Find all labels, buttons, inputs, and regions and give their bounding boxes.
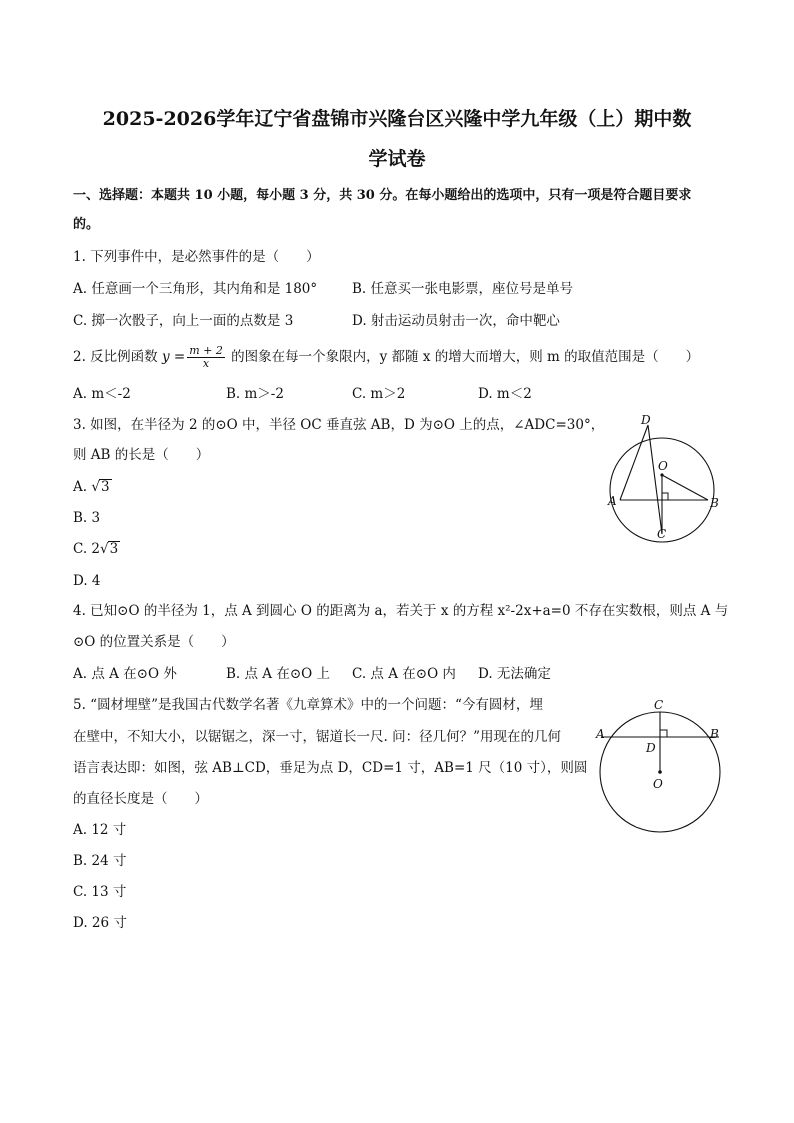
q2-frac-num: m + 2 [189, 344, 223, 357]
q3-option-c [73, 539, 120, 559]
q5-center-dot [658, 770, 662, 774]
q2-stem-pre: 2. 反比例函数 [73, 349, 162, 365]
section-header-line1: 一、选择题：本题共 10 小题，每小题 3 分，共 30 分。在每小题给出的选项中，只有一项是符合题目要求 [73, 188, 692, 203]
q3-label-b: B [710, 496, 719, 510]
q2-fraction [187, 345, 225, 370]
q3-right-angle-mark [662, 493, 668, 500]
q5-label-a: A [596, 727, 605, 741]
q5-option-d: D. 26 寸 [73, 915, 127, 931]
q3-option-c-radicand: 3 [109, 541, 119, 557]
q3-segment-da [620, 425, 648, 500]
q5-option-c: C. 13 寸 [73, 884, 127, 900]
exam-title-line1: 2025-2026学年辽宁省盘锦市兴隆台区兴隆中学九年级（上）期中数 [102, 108, 692, 130]
q5-option-a: A. 12 寸 [73, 822, 127, 838]
q2-stem-post: 的图象在每一个象限内，y 都随 x 的增大而增大，则 m 的取值范围是（ ） [226, 349, 700, 365]
q3-option-a-prefix: A. [73, 479, 92, 495]
q5-label-b: B [710, 727, 719, 741]
q5-label-c: C [654, 698, 664, 712]
q3-label-o: O [658, 459, 668, 473]
q3-option-d: D. 4 [73, 573, 101, 589]
q4-option-b: B. 点 A 在⊙O 上 [226, 666, 331, 682]
q5-option-b: B. 24 寸 [73, 853, 127, 869]
q3-stem-line2: 则 AB 的长是（ ） [73, 447, 210, 463]
q3-center-dot [660, 473, 663, 476]
q4-option-c: C. 点 A 在⊙O 内 [352, 666, 456, 682]
q4-option-a: A. 点 A 在⊙O 外 [73, 666, 177, 682]
q4-option-d: D. 无法确定 [478, 666, 551, 682]
q5-label-d: D [646, 741, 656, 755]
q1-option-d: D. 射击运动员射击一次，命中靶心 [352, 313, 560, 329]
q2-frac-den: x [202, 357, 210, 370]
q4-stem-line2: ⊙O 的位置关系是（ ） [73, 634, 235, 650]
q3-option-b: B. 3 [73, 510, 101, 526]
q1-option-a: A. 任意画一个三角形，其内角和是 180° [73, 281, 318, 297]
q5-stem-line4: 的直径长度是（ ） [73, 791, 208, 807]
q2-option-b: B. m＞-2 [226, 386, 284, 402]
q3-option-c-prefix: C. 2 [73, 541, 101, 557]
sqrt-sign: √ [91, 479, 100, 495]
q3-label-d: D [641, 413, 651, 427]
q2-stem [73, 345, 699, 370]
q3-circle-figure [598, 410, 733, 545]
q5-label-o: O [653, 777, 663, 791]
q5-stem-line3: 语言表达即：如图，弦 AB⊥CD，垂足为点 D，CD=1 寸，AB=1 尺（10 寸），则圆 [73, 760, 588, 776]
q2-fn-lhs: y = [161, 349, 186, 365]
q5-stem-line1: 5. “圆材埋壁”是我国古代数学名著《九章算术》中的一个问题：“今有圆材，埋 [73, 697, 543, 713]
q4-stem-line1: 4. 已知⊙O 的半径为 1，点 A 到圆心 O 的距离为 a，若关于 x 的方程 x²-2x+a=0 不存在实数根，则点 A 与 [73, 603, 729, 619]
q3-stem-line1: 3. 如图，在半径为 2 的⊙O 中，半径 OC 垂直弦 AB，D 为⊙O 上的点，∠ADC=30°， [73, 417, 605, 433]
q5-right-angle-mark [660, 730, 667, 737]
q5-stem-line2: 在壁中，不知大小，以锯锯之，深一寸，锯道长一尺. 问：径几何？”用现在的几何 [73, 729, 561, 745]
section-header-line2: 的。 [73, 217, 100, 232]
q2-option-c: C. m＞2 [352, 386, 406, 402]
q1-option-b: B. 任意买一张电影票，座位号是单号 [352, 281, 574, 297]
q2-option-d: D. m＜2 [478, 386, 532, 402]
q3-label-a: A [608, 494, 617, 508]
q3-segment-dc [648, 425, 662, 534]
q1-option-c: C. 掷一次骰子，向上一面的点数是 3 [73, 313, 294, 329]
q3-segment-ob [662, 475, 708, 500]
q1-stem: 1. 下列事件中，是必然事件的是（ ） [73, 249, 320, 265]
exam-title-line2: 学试卷 [368, 148, 426, 170]
q2-option-a: A. m＜-2 [73, 386, 131, 402]
q3-option-a [73, 477, 112, 497]
sqrt-sign: √ [100, 541, 109, 557]
q3-label-c: C [657, 527, 667, 541]
q3-option-a-radicand: 3 [100, 479, 110, 495]
q5-circle-figure [594, 694, 734, 839]
